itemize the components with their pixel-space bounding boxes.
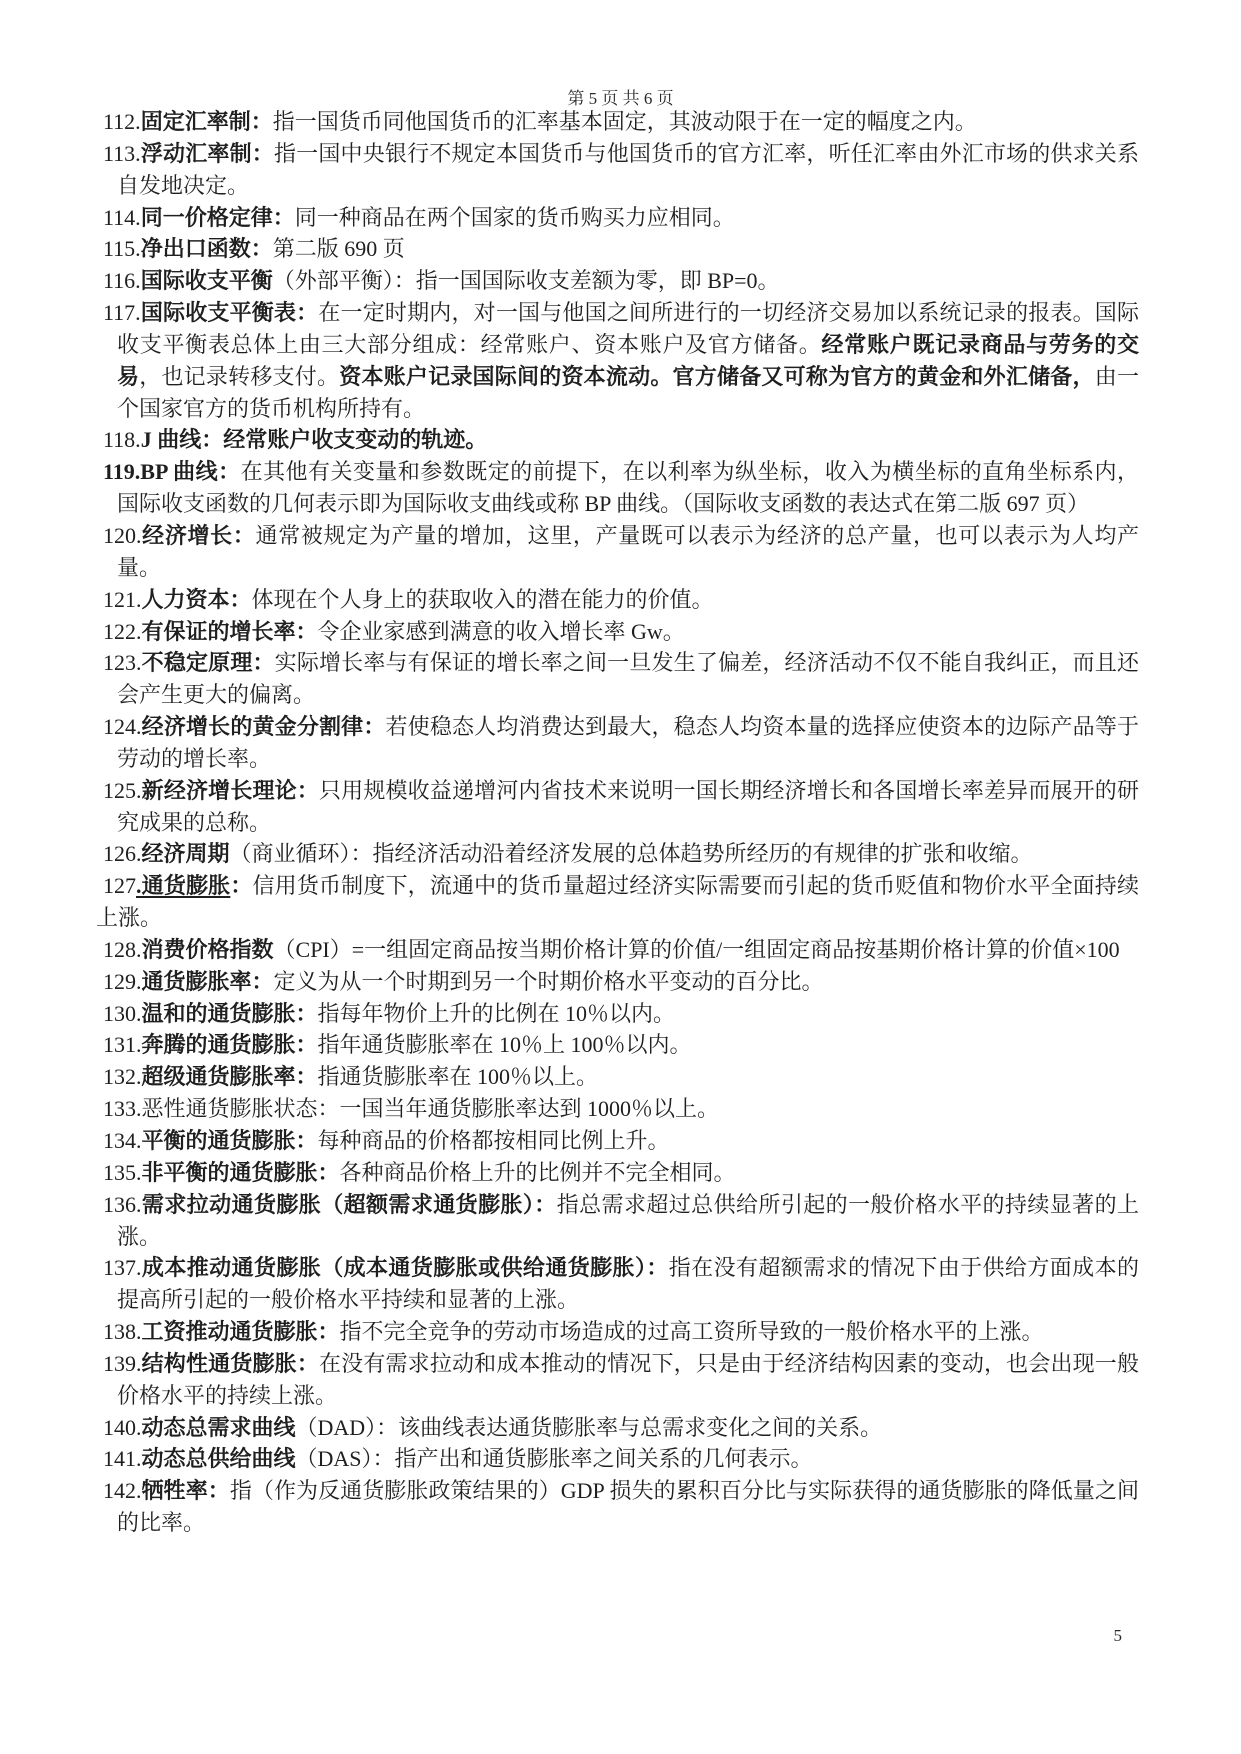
list-item [103,297,1139,424]
item-term: 动态总需求曲线 [141,1414,296,1440]
item-term: 经济增长： [141,522,256,548]
list-item [103,616,1139,648]
item-number: 139. [103,1350,142,1376]
item-number: 141. [103,1446,142,1472]
list-item [103,1443,1139,1475]
item-definition: 若使稳态人均消费达到最大，稳态人均资本量的选择应使资本的边际产品等于劳动的增长率。 [117,714,1139,771]
item-number: 121. [103,586,142,612]
item-number: 126. [103,841,142,867]
item-term: 不稳定原理： [141,650,275,676]
item-definition: ，也记录转移支付。 [139,363,340,389]
item-term: 新经济增长理论： [141,777,319,803]
item-definition: （商业循环）：指经济活动沿着经济发展的总体趋势所经历的有规律的扩张和收缩。 [229,841,1033,867]
item-definition: 恶性通货膨胀状态：一国当年通货膨胀率达到 1000％以上。 [141,1096,720,1122]
list-item [103,934,1139,966]
item-number: 124. [103,714,142,740]
item-definition: 体现在个人身上的获取收入的潜在能力的价值。 [251,586,714,612]
list-item [103,584,1139,616]
item-term: BP 曲线： [140,459,241,485]
item-term: .通货膨胀 [136,873,231,899]
list-item [103,775,1139,839]
list-item [103,1252,1139,1316]
list-item [103,424,1139,456]
list-item [103,1061,1139,1093]
item-term: J 曲线：经常账户收支变动的轨迹。 [140,427,488,453]
item-number: 128. [103,936,142,962]
item-number: 125. [103,777,142,803]
item-definition: 令企业家感到满意的收入增长率 Gw。 [317,618,685,644]
item-term: 资本账户记录国际间的资本流动。官方储备又可称为官方的黄金和外汇储备， [339,363,1095,389]
item-definition: （CPI）=一组固定商品按当期价格计算的价值/一组固定商品按基期价格计算的价值×100 [273,936,1120,962]
item-definition: 信用货币制度下，流通中的货币量超过经济实际需要而引起的货币贬值和物价水平全面持续上涨。 [96,873,1139,931]
item-number: 133. [103,1096,142,1122]
list-item [103,1475,1139,1539]
item-term: 经济增长的黄金分割律： [141,714,386,740]
list-item [103,265,1139,297]
item-number: 120. [103,522,142,548]
item-number: 122. [103,618,142,644]
item-term: 非平衡的通货膨胀： [141,1159,340,1185]
item-term: 经济周期 [141,841,230,867]
item-definition: 由一个国家官方的货币机构所持有。 [117,363,1139,421]
item-number: 132. [103,1064,142,1090]
item-definition: 通常被规定为产量的增加，这里，产量既可以表示为经济的总产量，也可以表示为人均产量。 [117,522,1139,580]
item-definition: 指一国中央银行不规定本国货币与他国货币的官方汇率，听任汇率由外汇市场的供求关系自发地决定。 [117,140,1139,198]
list-item [103,1412,1139,1444]
item-term: 奔腾的通货膨胀： [141,1032,318,1058]
list-item [103,1348,1139,1412]
item-term: 结构性通货膨胀： [141,1350,319,1376]
item-definition: 第二版 690 页 [272,236,405,262]
item-definition: 实际增长率与有保证的增长率之间一旦发生了偏差，经济活动不仅不能自我纠正，而且还会产生更大的偏离。 [117,650,1139,708]
item-number: 136. [103,1191,142,1217]
item-number: 123. [103,650,142,676]
item-number: 131. [103,1032,142,1058]
item-term: 牺牲率： [141,1478,230,1504]
item-term: 成本推动通货膨胀（成本通货膨胀或供给通货膨胀）： [141,1255,669,1281]
item-term: 动态总供给曲线 [141,1446,296,1472]
page-number: 5 [1113,1626,1122,1645]
item-number: 118. [103,427,141,453]
item-term: 通货膨胀率： [141,968,274,994]
item-definition: 指每年物价上升的比例在 10％以内。 [317,1000,676,1026]
list-item [103,106,1139,138]
item-number: 137. [103,1255,142,1281]
item-number: 117. [103,300,141,326]
item-definition: （DAS）：指产出和通货膨胀率之间关系的几何表示。 [295,1446,813,1472]
definition-list [96,106,1139,1539]
item-definition: 指年通货膨胀率在 10％上 100％以内。 [317,1032,692,1058]
item-term: 净出口函数： [140,236,273,262]
item-term: 浮动汇率制： [140,140,274,166]
item-number: 142. [103,1478,142,1504]
item-term: 超级通货膨胀率： [141,1064,318,1090]
item-definition: 在没有需求拉动和成本推动的情况下，只是由于经济结构因素的变动，也会出现一般价格水平的持续上涨。 [117,1350,1139,1408]
item-term: 国际收支平衡表： [140,300,319,326]
item-term: 经常账户既记录商品与劳务的交易 [117,331,1139,389]
list-item [103,1093,1139,1125]
item-term: ： [230,873,253,899]
item-definition: 各种商品价格上升的比例并不完全相同。 [339,1159,736,1185]
item-term: 固定汇率制： [140,109,273,134]
item-number: 140. [103,1414,142,1440]
list-item [103,711,1139,775]
item-number: 129. [103,968,142,994]
list-item [103,138,1139,202]
list-item [103,520,1139,584]
list-item [103,202,1139,234]
item-number: 127 [103,873,136,899]
page-header: 第 5 页 共 6 页 [567,89,674,108]
item-term: 国际收支平衡 [140,268,273,294]
item-definition: 指通货膨胀率在 100％以上。 [317,1064,599,1090]
item-definition: 在一定时期内，对一国与他国之间所进行的一切经济交易加以系统记录的报表。国际收支平衡表总体上由三大部分组成：经常账户、资本账户及官方储备。 [117,300,1139,357]
item-definition: 同一种商品在两个国家的货币购买力应相同。 [294,204,735,230]
item-number: 114. [103,204,141,230]
list-item [103,1316,1139,1348]
item-definition: 在其他有关变量和参数既定的前提下，在以利率为纵坐标，收入为横坐标的直角坐标系内，国际收支函数的几何表示即为国际收支曲线或称 BP 曲线。（国际收支函数的表达式在第二版 697 页） [117,459,1139,517]
item-number: 113. [103,140,141,166]
item-definition: 定义为从一个时期到另一个时期价格水平变动的百分比。 [273,968,824,994]
item-term: 人力资本： [141,586,252,612]
item-definition: （DAD）：该曲线表达通货膨胀率与总需求变化之间的关系。 [295,1414,883,1440]
list-item [103,1029,1139,1061]
item-term: 平衡的通货膨胀： [141,1128,318,1153]
item-term: 消费价格指数 [141,936,274,962]
list-item [103,998,1139,1030]
item-term: 同一价格定律： [140,204,295,230]
list-item [103,1189,1139,1253]
item-term: 需求拉动通货膨胀（超额需求通货膨胀）： [141,1191,557,1217]
list-item [103,456,1139,520]
item-definition: 指（作为反通货膨胀政策结果的）GDP 损失的累积百分比与实际获得的通货膨胀的降低量之间的比率。 [117,1478,1139,1536]
item-term: 工资推动通货膨胀： [141,1319,340,1345]
list-item [103,838,1139,870]
item-definition: 指在没有超额需求的情况下由于供给方面成本的提高所引起的一般价格水平持续和显著的上涨。 [117,1255,1139,1313]
item-term: 有保证的增长率： [141,618,318,644]
item-definition: 只用规模收益递增河内省技术来说明一国长期经济增长和各国增长率差异而展开的研究成果的总称。 [117,777,1139,835]
item-number: 134. [103,1128,142,1153]
item-definition: 指总需求超过总供给所引起的一般价格水平的持续显著的上涨。 [117,1191,1139,1249]
item-term: 温和的通货膨胀： [141,1000,318,1026]
item-number: 116. [103,268,141,294]
item-definition: 指一国货币同他国货币的汇率基本固定，其波动限于在一定的幅度之内。 [272,109,977,134]
item-number: 138. [103,1319,142,1345]
list-item [103,1157,1139,1189]
item-definition: （外部平衡）：指一国国际收支差额为零，即 BP=0。 [272,268,780,294]
item-number: 115. [103,236,141,262]
list-item [103,647,1139,711]
item-number: 135. [103,1159,142,1185]
list-item [103,966,1139,998]
item-number: 119. [103,459,141,485]
item-definition: 指不完全竞争的劳动市场造成的过高工资所导致的一般价格水平的上涨。 [339,1319,1044,1345]
list-item [96,870,1139,934]
item-number: 130. [103,1000,142,1026]
list-item [103,233,1139,265]
item-number: 112. [103,109,141,134]
list-item [103,1125,1139,1157]
item-definition: 每种商品的价格都按相同比例上升。 [317,1128,670,1153]
